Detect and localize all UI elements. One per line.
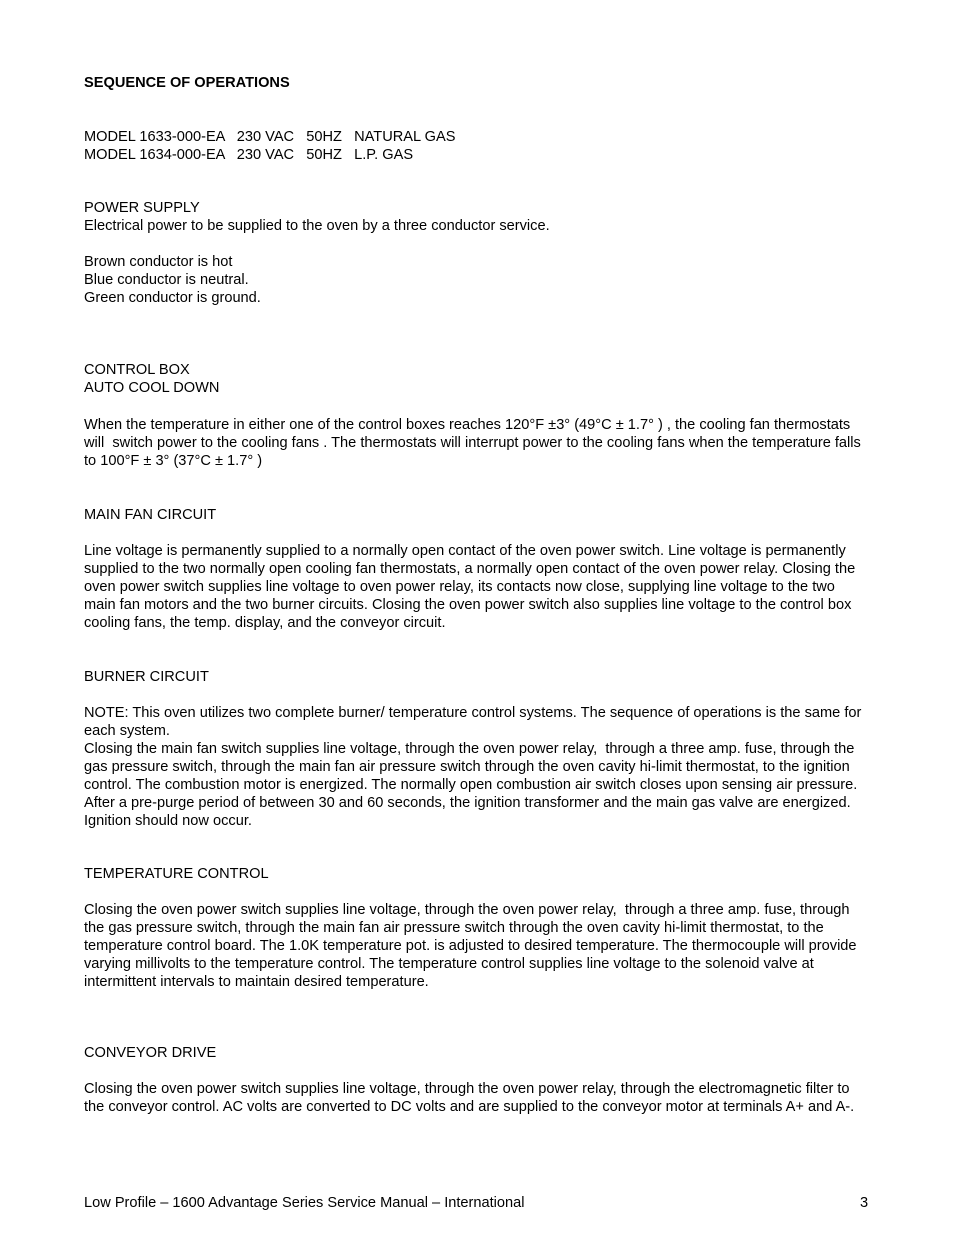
control-box-heading: CONTROL BOX — [84, 362, 190, 378]
temperature-body: Closing the oven power switch supplies line voltage, through the oven power relay, through a three amp. fuse, through the gas pressure switch, through the main fan air pressure switch through the oven cavity hi-limit thermostat, to the temperature control board. The 1.0K temperature pot. is adjusted to desired temperature. The thermocouple will provide varying millivolts to the temperature control. The temperature control supplies line voltage to the solenoid valve at intermittent intervals to maintain desired temperature. — [84, 902, 861, 990]
conductor-green: Green conductor is ground. — [84, 290, 261, 306]
main-fan-body: Line voltage is permanently supplied to a normally open contact of the oven power switch. Line voltage is permanently supplied to the two normally open cooling fan thermostats, a normally open contact of the oven power relay. Closing the oven power switch supplies line voltage to oven power relay, its contacts now close, supplying line voltage to the two main fan motors and the two burner circuits. Closing the oven power switch also supplies line voltage to the control box cooling fans, the temp. display, and the conveyor circuit. — [84, 543, 860, 631]
footer-title: Low Profile – 1600 Advantage Series Service Manual – International — [84, 1195, 525, 1211]
power-supply-intro: Electrical power to be supplied to the oven by a three conductor service. — [84, 218, 550, 234]
burner-body: Closing the main fan switch supplies line voltage, through the oven power relay, through a three amp. fuse, through the gas pressure switch, through the main fan air pressure switch through the oven cavity hi-limit thermostat, to the ignition control. The combustion motor is energized. The normally open combustion air switch closes upon sensing air pressure. After a pre-purge period of between 30 and 60 seconds, the ignition transformer and the main gas valve are energized. Ignition should now occur. — [84, 741, 861, 829]
model-line-1: MODEL 1633-000-EA 230 VAC 50HZ NATURAL GAS — [84, 129, 456, 145]
conveyor-heading: CONVEYOR DRIVE — [84, 1045, 217, 1061]
burner-heading: BURNER CIRCUIT — [84, 669, 209, 685]
main-title: SEQUENCE OF OPERATIONS — [84, 75, 290, 91]
model-line-2: MODEL 1634-000-EA 230 VAC 50HZ L.P. GAS — [84, 147, 414, 163]
temperature-heading: TEMPERATURE CONTROL — [84, 866, 269, 882]
conductor-blue: Blue conductor is neutral. — [84, 272, 249, 288]
conductor-brown: Brown conductor is hot — [84, 254, 233, 270]
power-supply-heading: POWER SUPPLY — [84, 200, 200, 216]
main-fan-heading: MAIN FAN CIRCUIT — [84, 507, 217, 523]
auto-cool-down-heading: AUTO COOL DOWN — [84, 380, 220, 396]
control-box-body: When the temperature in either one of the control boxes reaches 120°F ±3° (49°C ± 1.7° ) , the cooling fan thermostats will switch power to the cooling fans . The thermostats will interrupt power to the cooling fans when the temperature falls to 100°F ± 3° (37°C ± 1.7° ) — [84, 417, 865, 469]
page-number: 3 — [860, 1195, 869, 1211]
conveyor-body: Closing the oven power switch supplies line voltage, through the oven power relay, through the electromagnetic filter to the conveyor control. AC volts are converted to DC volts and are supplied to the conveyor motor at terminals A+ and A-. — [84, 1081, 855, 1115]
burner-note: NOTE: This oven utilizes two complete burner/ temperature control systems. The sequence of operations is the same for each system. — [84, 705, 866, 739]
